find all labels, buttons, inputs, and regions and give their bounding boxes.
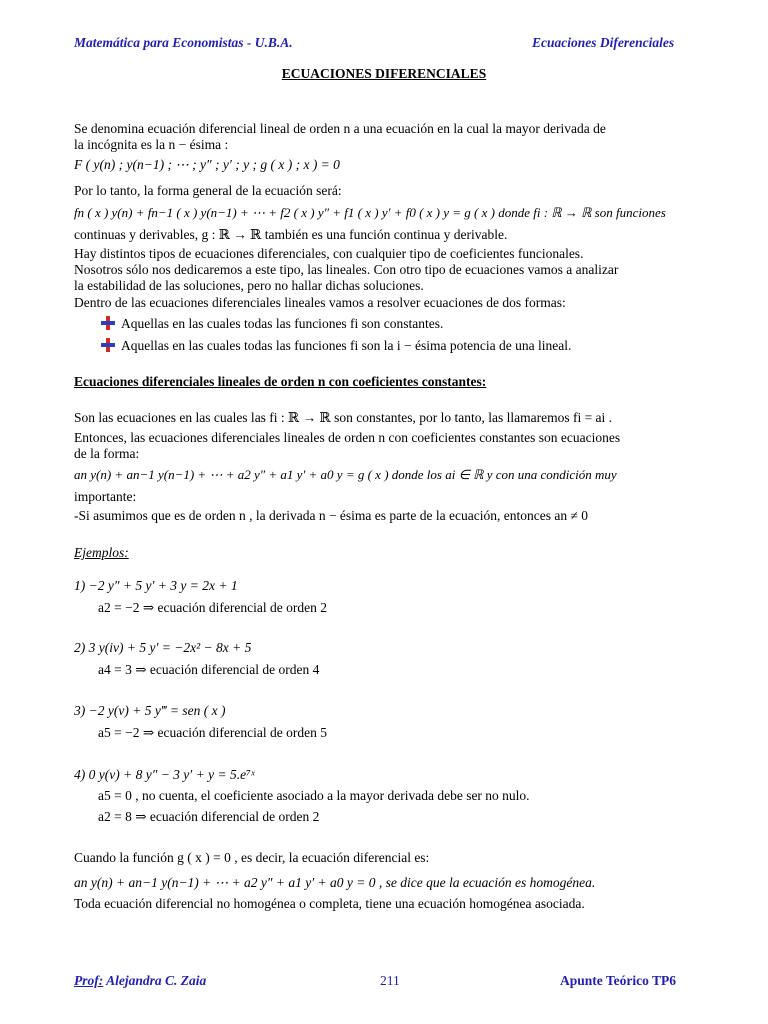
header-left: Matemática para Economistas - U.B.A. <box>74 35 293 50</box>
closing-line-3: Toda ecuación diferencial no homogénea o completa, tiene una ecuación homogénea asociada. <box>74 896 585 911</box>
example-4-equation: 4) 0 y(v) + 8 y″ − 3 y′ + y = 5.e⁷ˣ <box>74 767 255 782</box>
bullet-icon <box>101 338 115 352</box>
example-4-note: a5 = 0 , no cuenta, el coeficiente asociado a la mayor derivada debe ser no nulo. <box>98 788 530 803</box>
equation-homogeneous: an y(n) + an−1 y(n−1) + ⋯ + a2 y″ + a1 y′ + a0 y = 0 , se dice que la ecuación es homogénea. <box>74 875 596 890</box>
intro-line-2: la incógnita es la n − ésima : <box>74 137 229 152</box>
example-3-result: a5 = −2 ⇒ ecuación diferencial de orden 5 <box>98 725 327 740</box>
bullet-item-2 <box>101 338 571 354</box>
intro-line-6: Nosotros sólo nos dedicaremos a este tipo, las lineales. Con otro tipo de ecuaciones vamos a analizar <box>74 262 619 277</box>
section-heading: Ecuaciones diferenciales lineales de orden n con coeficientes constantes: <box>74 374 487 389</box>
section-line-5: -Si asumimos que es de orden n , la derivada n − ésima es parte de la ecuación, entonces an ≠ 0 <box>74 508 588 523</box>
section-line-1: Son las ecuaciones en las cuales las fi : ℝ → ℝ son constantes, por lo tanto, las llamaremos fi = ai . <box>74 410 613 425</box>
examples-heading: Ejemplos: <box>74 545 129 560</box>
footer-author <box>74 973 206 989</box>
section-line-4: importante: <box>74 489 137 504</box>
intro-line-5: Hay distintos tipos de ecuaciones diferenciales, con cualquier tipo de coeficientes funcionales. <box>74 246 584 261</box>
footer-right: Apunte Teórico TP6 <box>560 973 677 988</box>
intro-line-4: continuas y derivables, g : ℝ → ℝ también es una función continua y derivable. <box>74 227 508 242</box>
example-2-equation: 2) 3 y(iv) + 5 y′ = −2x² − 8x + 5 <box>74 640 252 655</box>
footer-prof-label: Prof: <box>74 973 104 988</box>
equation-general-implicit: F ( y(n) ; y(n−1) ; ⋯ ; y″ ; y′ ; y ; g ( x ) ; x ) = 0 <box>74 157 340 172</box>
equation-general-form: fn ( x ) y(n) + fn−1 ( x ) y(n−1) + ⋯ + f2 ( x ) y″ + f1 ( x ) y′ + f0 ( x ) y = g ( x ) donde fi : ℝ → ℝ son funciones <box>74 205 666 220</box>
bullet-icon <box>101 316 115 330</box>
example-3-equation: 3) −2 y(v) + 5 y‴ = sen ( x ) <box>74 703 226 718</box>
intro-line-8: Dentro de las ecuaciones diferenciales lineales vamos a resolver ecuaciones de dos formas: <box>74 295 566 310</box>
header-right: Ecuaciones Diferenciales <box>532 35 675 50</box>
bullet-text-1: Aquellas en las cuales todas las funciones fi son constantes. <box>121 316 444 331</box>
footer-author-name: Alejandra C. Zaia <box>103 973 207 988</box>
closing-line-1: Cuando la función g ( x ) = 0 , es decir, la ecuación diferencial es: <box>74 850 430 865</box>
example-1-result: a2 = −2 ⇒ ecuación diferencial de orden 2 <box>98 600 327 615</box>
page-title: ECUACIONES DIFERENCIALES <box>281 66 487 81</box>
page-number: 211 <box>380 973 400 988</box>
example-4-result: a2 = 8 ⇒ ecuación diferencial de orden 2 <box>98 809 320 824</box>
equation-constant-coefficients: an y(n) + an−1 y(n−1) + ⋯ + a2 y″ + a1 y′ + a0 y = g ( x ) donde los ai ∈ ℝ y con una condición muy <box>74 467 617 482</box>
example-2-result: a4 = 3 ⇒ ecuación diferencial de orden 4 <box>98 662 320 677</box>
intro-line-3: Por lo tanto, la forma general de la ecuación será: <box>74 183 342 198</box>
example-1-equation: 1) −2 y″ + 5 y′ + 3 y = 2x + 1 <box>74 578 238 593</box>
bullet-item-1 <box>101 316 443 332</box>
section-line-3: de la forma: <box>74 446 140 461</box>
section-line-2: Entonces, las ecuaciones diferenciales lineales de orden n con coeficientes constantes son ecuaciones <box>74 430 621 445</box>
bullet-text-2: Aquellas en las cuales todas las funciones fi son la i − ésima potencia de una lineal. <box>121 338 572 353</box>
intro-line-7: la estabilidad de las soluciones, pero no hallar dichas soluciones. <box>74 278 424 293</box>
intro-line-1: Se denomina ecuación diferencial lineal de orden n a una ecuación en la cual la mayor derivada de <box>74 121 606 136</box>
